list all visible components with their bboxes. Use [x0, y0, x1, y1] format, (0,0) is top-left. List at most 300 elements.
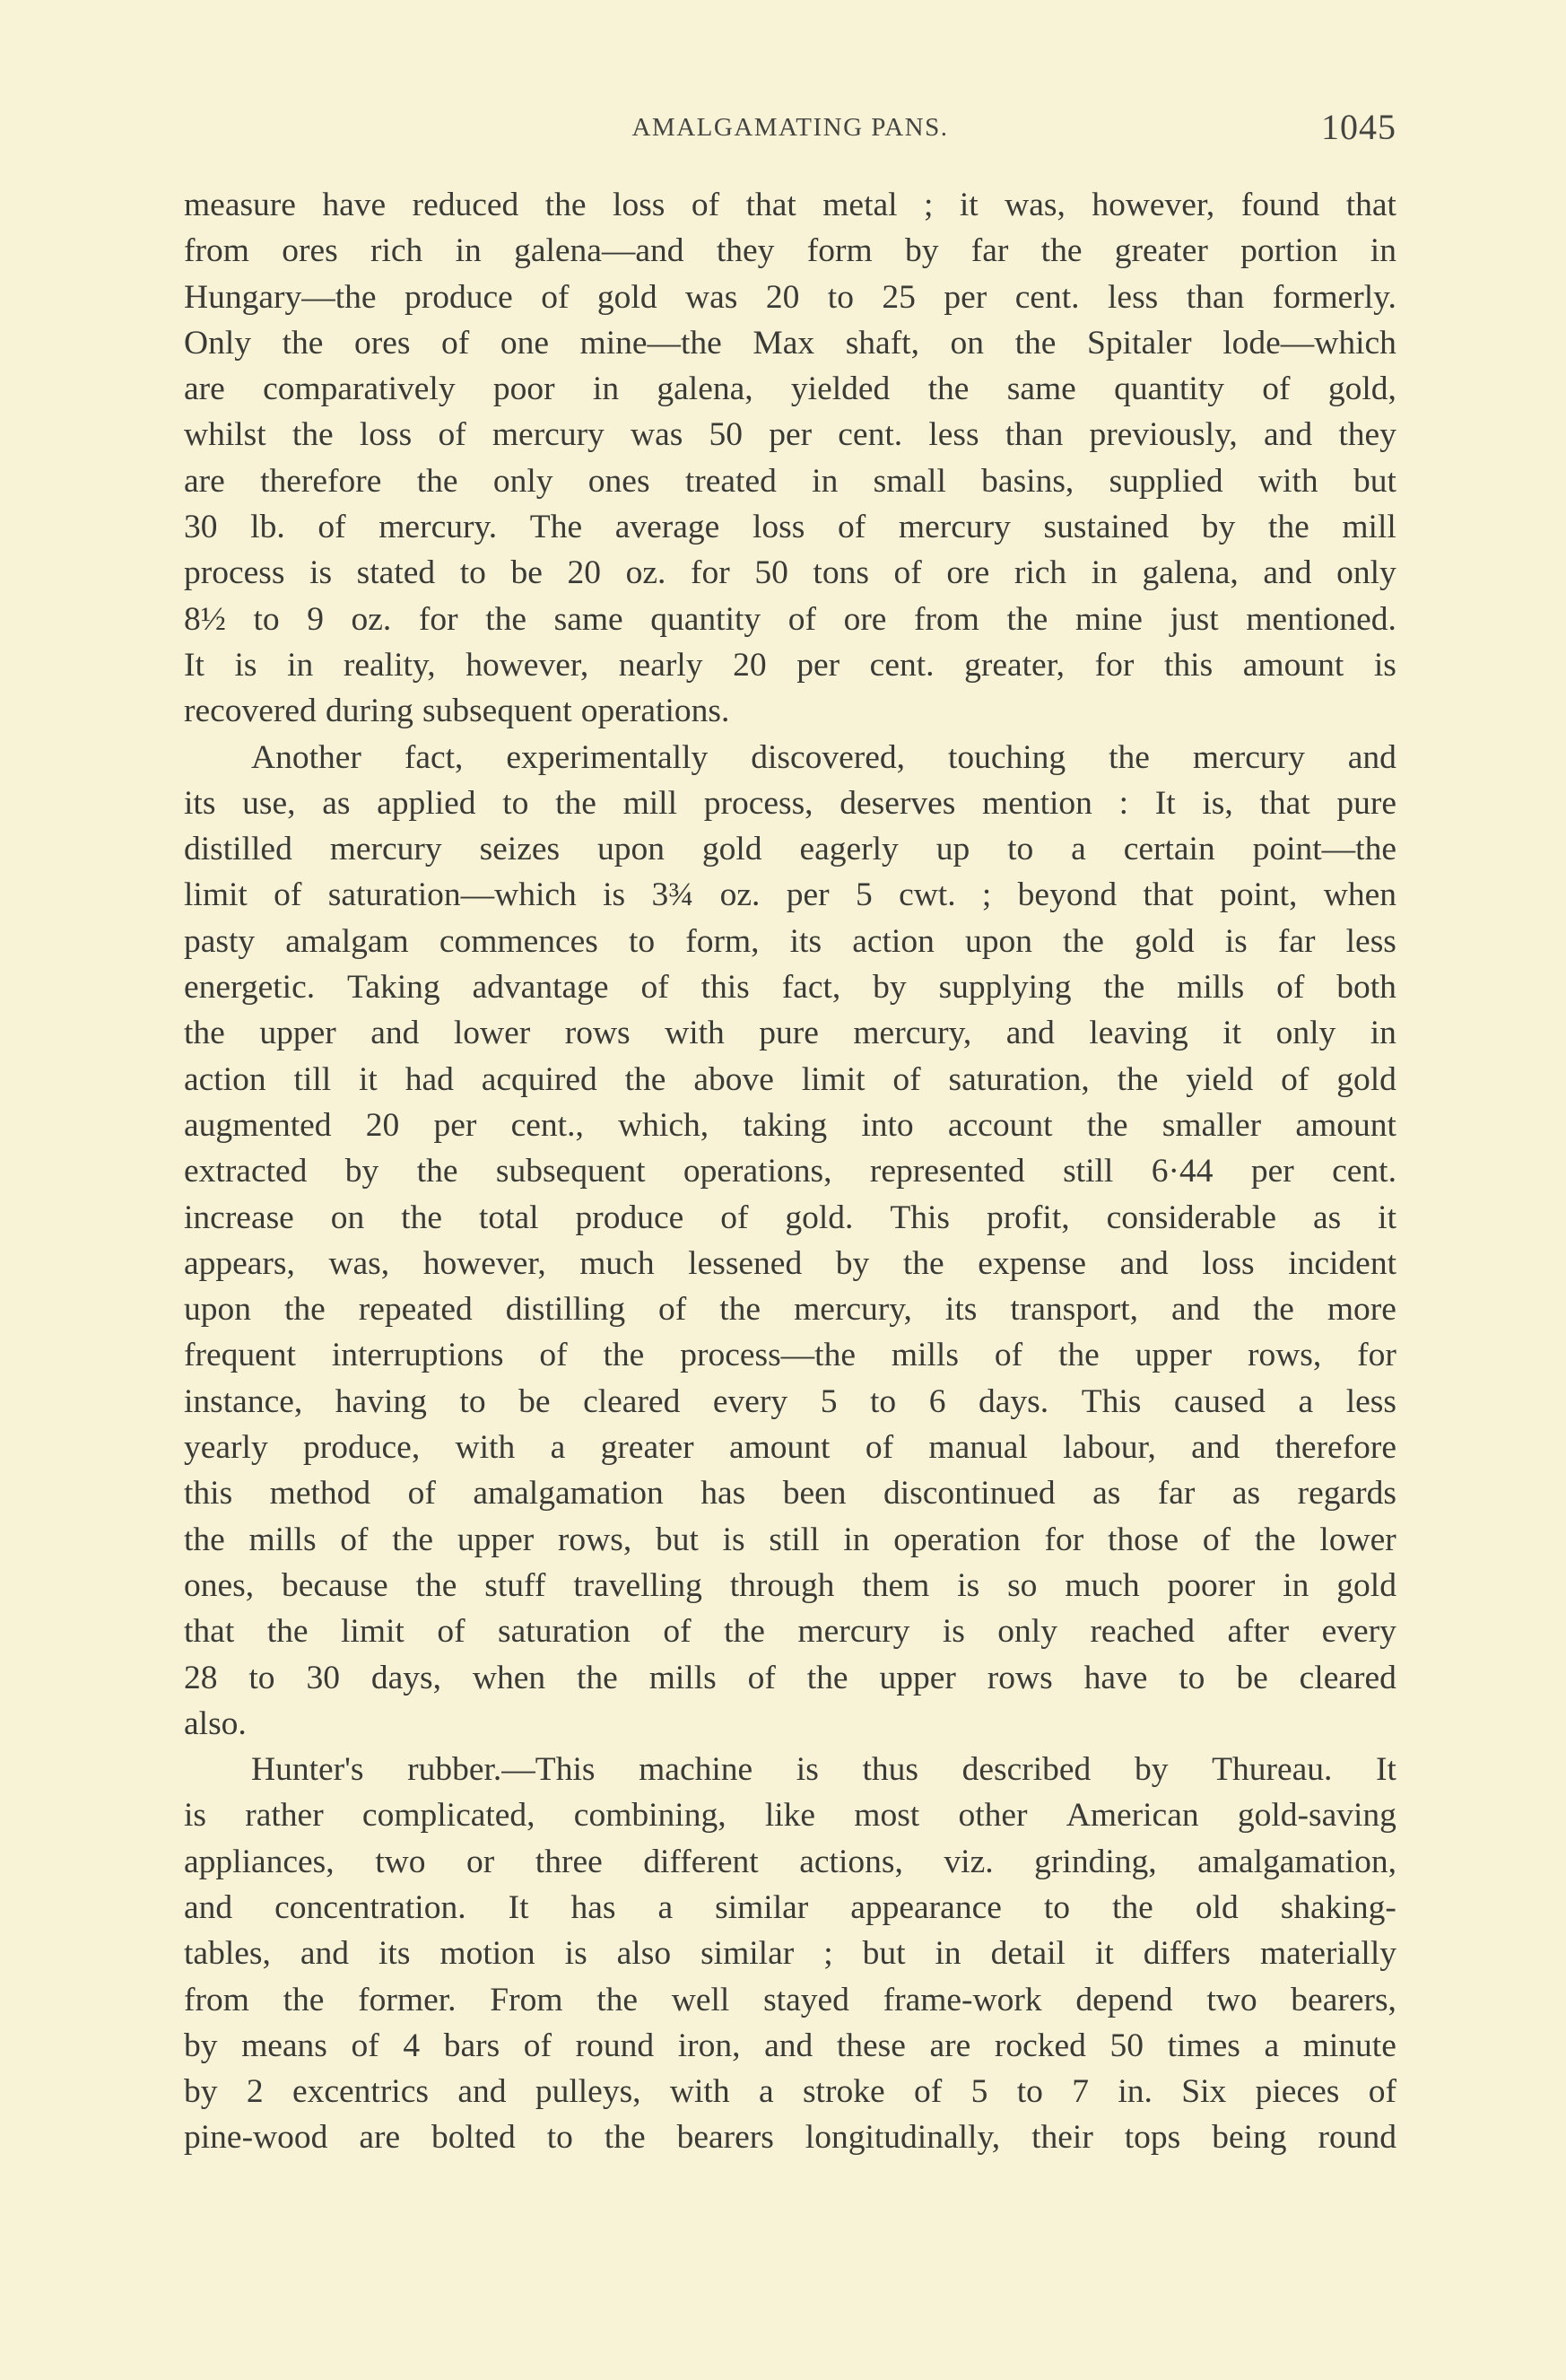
word: was	[631, 416, 683, 454]
word: of	[913, 2073, 943, 2111]
text-line	[184, 597, 1396, 642]
word: from	[184, 232, 249, 270]
word: having	[335, 1382, 427, 1420]
word: per	[433, 1106, 477, 1144]
word: yearly	[184, 1429, 268, 1467]
word: its	[944, 1291, 978, 1329]
text-line	[184, 1701, 1396, 1747]
word: mine—the	[579, 324, 722, 362]
word: on	[330, 1199, 365, 1236]
text-line	[184, 1931, 1396, 1976]
word: frame-work	[883, 1981, 1042, 2018]
word: upon	[184, 1291, 251, 1329]
word: the	[544, 187, 587, 223]
word: that	[1259, 784, 1310, 822]
word: 50	[754, 554, 788, 592]
word: fact,	[781, 969, 841, 1007]
word: galena,	[657, 371, 753, 408]
word: point,	[1219, 876, 1298, 914]
word: is	[564, 1935, 587, 1973]
text-line	[184, 1332, 1396, 1378]
word: mills	[248, 1521, 317, 1558]
word: loss	[753, 509, 805, 546]
word: metal	[822, 187, 898, 223]
word: mercury,	[853, 1015, 972, 1052]
word: same	[553, 600, 623, 638]
word: beyond	[1017, 876, 1118, 914]
word: cleared	[1299, 1659, 1396, 1696]
word: thus	[862, 1751, 918, 1789]
word: viz.	[944, 1843, 994, 1880]
word: 28	[184, 1659, 218, 1696]
word: by	[873, 969, 907, 1007]
word: of	[1276, 969, 1305, 1007]
word: the	[1014, 324, 1057, 362]
word: to	[628, 922, 656, 960]
word: in	[1091, 554, 1118, 592]
word: transport,	[1010, 1291, 1138, 1329]
word: It	[1154, 784, 1176, 822]
word: of	[274, 876, 302, 914]
word: cent.	[1014, 278, 1080, 316]
word: old	[1195, 1888, 1239, 1926]
word: differs	[1143, 1935, 1231, 1973]
word: to	[827, 278, 854, 316]
word: of	[747, 1659, 776, 1696]
word: than	[1005, 416, 1064, 454]
word: are	[184, 371, 225, 408]
word: mills	[891, 1337, 959, 1374]
word: ones	[587, 462, 650, 500]
word: regards	[1297, 1475, 1396, 1513]
word: poor	[492, 371, 555, 408]
word: fact,	[404, 738, 464, 776]
word: found	[1240, 187, 1320, 223]
word: supplying	[938, 969, 1072, 1007]
word: described	[961, 1751, 1092, 1789]
word: less	[1345, 922, 1396, 960]
word: saturation,	[948, 1060, 1090, 1098]
word: mills	[648, 1659, 717, 1696]
word: lower	[453, 1015, 531, 1052]
word: 3¾	[651, 876, 694, 914]
word: eagerly	[799, 831, 899, 868]
word: the	[576, 1659, 618, 1696]
word: of	[787, 600, 816, 638]
word: this	[184, 1475, 233, 1513]
word: of	[1281, 1060, 1309, 1098]
word: the	[415, 1566, 457, 1604]
word: increase	[184, 1199, 294, 1236]
word: is	[234, 646, 257, 684]
word: 20	[567, 554, 602, 592]
word: From	[490, 1981, 563, 2018]
word: for	[418, 600, 458, 638]
word: gold	[1134, 922, 1195, 960]
word: Only	[184, 324, 251, 362]
word: stated	[356, 554, 436, 592]
word: the	[1267, 509, 1309, 546]
word: mercury,	[794, 1291, 912, 1329]
word: they	[1338, 416, 1396, 454]
word: that	[1345, 187, 1396, 223]
word: in	[455, 232, 482, 270]
page-header	[184, 106, 1396, 151]
word: rather	[245, 1797, 324, 1835]
text-line	[184, 1379, 1396, 1425]
word: of	[407, 1475, 436, 1513]
word: mercury	[492, 416, 605, 454]
word: the	[1112, 1888, 1153, 1926]
word: them	[862, 1566, 930, 1604]
word: 2	[246, 2073, 264, 2111]
word: therefore	[1275, 1429, 1396, 1467]
word: profit,	[986, 1199, 1070, 1236]
word: measure	[184, 187, 296, 223]
word: that	[1143, 876, 1194, 914]
word: appearance	[850, 1888, 1002, 1926]
word: also.	[184, 1704, 247, 1742]
word: 7	[1072, 2073, 1089, 2111]
word: mentioned.	[1246, 600, 1396, 638]
word: basins,	[981, 462, 1074, 500]
text-line	[184, 642, 1396, 688]
word: combining,	[573, 1797, 726, 1835]
word: rows	[987, 1659, 1053, 1696]
word: in	[843, 1521, 870, 1558]
text-line	[184, 1885, 1396, 1931]
word: form	[806, 232, 873, 270]
word: the	[1253, 1291, 1294, 1329]
word: iron,	[677, 2027, 741, 2064]
word: this	[1163, 646, 1214, 684]
word: is	[957, 1566, 980, 1604]
word: galena,	[1142, 554, 1239, 592]
word: mercury.	[378, 509, 498, 546]
word: oz.	[719, 876, 761, 914]
word: Hunter's	[251, 1751, 364, 1789]
word: bearers,	[1291, 1981, 1396, 2018]
word: loss	[1202, 1244, 1255, 1282]
word: gold	[596, 278, 657, 316]
text-line	[184, 2114, 1396, 2160]
word: round	[575, 2027, 655, 2064]
word: was,	[1005, 187, 1066, 223]
word: advantage	[472, 969, 609, 1007]
word: Max	[753, 324, 815, 362]
word: that	[184, 1613, 235, 1651]
text-line	[184, 919, 1396, 964]
word: process,	[703, 784, 813, 822]
word: 6	[928, 1382, 946, 1420]
word: 30	[184, 509, 218, 546]
word: and	[184, 1888, 233, 1926]
word: amount	[1295, 1106, 1396, 1144]
text-line	[184, 1608, 1396, 1654]
word: reached	[1090, 1613, 1196, 1651]
word: of	[438, 416, 466, 454]
word: lb.	[250, 509, 285, 546]
word: subsequent	[495, 1153, 646, 1190]
word: incident	[1288, 1244, 1396, 1282]
word: it	[1094, 1935, 1114, 1973]
word: tables,	[184, 1935, 271, 1973]
word: the	[596, 1981, 639, 2018]
word: is	[603, 876, 626, 914]
word: and	[764, 2027, 813, 2064]
word: rubber.—This	[407, 1751, 596, 1789]
word: after	[1227, 1613, 1290, 1651]
body-text	[184, 182, 1396, 2161]
word: cleared	[583, 1382, 681, 1420]
word: other	[958, 1797, 1028, 1835]
word: like	[764, 1797, 816, 1835]
word: reality,	[343, 646, 436, 684]
text-line	[184, 1148, 1396, 1194]
word: of	[1368, 2073, 1396, 2111]
word: tops	[1124, 2119, 1181, 2157]
word: two	[1206, 1981, 1257, 2018]
word: the	[902, 1244, 944, 1282]
word: ones,	[184, 1566, 255, 1604]
word: the	[266, 1613, 309, 1651]
word: the	[282, 324, 324, 362]
word: represented	[869, 1153, 1025, 1190]
word: had	[405, 1060, 454, 1098]
word: they	[716, 232, 775, 270]
word: as	[1231, 1475, 1261, 1513]
word: Thureau.	[1212, 1751, 1333, 1789]
word: nearly	[618, 646, 703, 684]
word: three	[535, 1843, 603, 1880]
word: upper	[259, 1015, 336, 1052]
word: much	[579, 1244, 655, 1282]
word: upper	[879, 1659, 956, 1696]
word: ;	[823, 1935, 833, 1973]
word: lower	[1319, 1521, 1396, 1558]
word: in.	[1118, 2073, 1153, 2111]
word: quantity	[650, 600, 761, 638]
word: the	[184, 1521, 225, 1558]
word: commences	[439, 922, 598, 960]
word: the	[1117, 1060, 1159, 1098]
word: of	[663, 1613, 692, 1651]
word: their	[1031, 2119, 1093, 2157]
word: the	[1103, 969, 1145, 1007]
word: the	[283, 1291, 326, 1329]
word: from	[914, 600, 979, 638]
word: shaking-	[1280, 1888, 1396, 1926]
word: those	[1108, 1521, 1179, 1558]
word: by	[184, 2073, 218, 2111]
word: operation	[893, 1521, 1021, 1558]
word: by	[835, 1244, 870, 1282]
word: 20	[765, 278, 800, 316]
word: being	[1212, 2119, 1287, 2157]
word: is	[1224, 922, 1248, 960]
word: mercury	[1192, 738, 1305, 776]
word: subsequent	[422, 693, 572, 730]
word: than	[1186, 278, 1245, 316]
word: This	[1081, 1382, 1142, 1420]
word: is	[309, 554, 333, 592]
word: of	[865, 1429, 894, 1467]
word: mill	[622, 784, 678, 822]
word: its	[789, 922, 822, 960]
word: pure	[1336, 784, 1396, 822]
word: of	[1262, 371, 1291, 408]
word: is,	[1202, 784, 1233, 822]
word: ;	[981, 876, 992, 914]
word: the	[806, 1659, 848, 1696]
word: acquired	[481, 1060, 597, 1098]
word: touching	[947, 738, 1066, 776]
text-line	[184, 1977, 1396, 2023]
word: gold	[1336, 1566, 1396, 1604]
word: interruptions	[331, 1337, 504, 1374]
word: :	[1118, 784, 1129, 822]
text-line	[184, 1425, 1396, 1470]
word: have	[322, 187, 387, 223]
word: 9	[307, 600, 324, 638]
word: seizes	[479, 831, 561, 868]
word: much	[1065, 1566, 1140, 1604]
text-line	[184, 688, 1396, 734]
word: taking	[743, 1106, 828, 1144]
word: portion	[1240, 232, 1338, 270]
word: has	[570, 1888, 616, 1926]
word: bolted	[431, 2119, 516, 2157]
word: by	[1201, 509, 1236, 546]
word: travelling	[573, 1566, 702, 1604]
word: This	[890, 1199, 951, 1236]
word: 6·44	[1151, 1153, 1214, 1190]
word: still	[769, 1521, 820, 1558]
word: greater	[1114, 232, 1208, 270]
word: It	[184, 646, 204, 684]
word: recovered	[184, 693, 317, 730]
word: and	[457, 2073, 507, 2111]
word: only	[997, 1613, 1057, 1651]
word: therefore	[260, 462, 382, 500]
word: of	[523, 2027, 552, 2064]
text-line	[184, 1517, 1396, 1563]
word: gold,	[1327, 371, 1396, 408]
word: Spitaler	[1087, 324, 1192, 362]
word: of	[691, 187, 720, 223]
word: the	[283, 1981, 325, 2018]
word: per	[1250, 1153, 1294, 1190]
word: Six	[1181, 2073, 1227, 2111]
word: have	[1083, 1659, 1148, 1696]
text-line	[184, 1286, 1396, 1332]
word: point—the	[1252, 831, 1396, 868]
text-line	[184, 1563, 1396, 1608]
word: to	[1179, 1659, 1205, 1696]
word: amount	[1242, 646, 1344, 684]
word: for	[690, 554, 730, 592]
word: on	[950, 324, 985, 362]
word: during	[325, 693, 413, 730]
word: mine	[1074, 600, 1143, 638]
word: amalgamation,	[1197, 1843, 1396, 1880]
word: ore	[843, 600, 887, 638]
word: of	[539, 1337, 568, 1374]
word: it	[359, 1060, 378, 1098]
word: however,	[422, 1244, 546, 1282]
word: to	[1016, 2073, 1043, 2111]
word: up	[935, 831, 970, 868]
word: be	[510, 554, 543, 592]
word: two	[375, 1843, 426, 1880]
word: in	[287, 646, 314, 684]
word: of	[720, 1199, 749, 1236]
text-line	[184, 504, 1396, 550]
word: process—the	[680, 1337, 856, 1374]
word: discovered,	[751, 738, 906, 776]
word: augmented	[184, 1106, 332, 1144]
word: repeated	[358, 1291, 473, 1329]
word: well	[671, 1981, 730, 2018]
word: in	[812, 462, 839, 500]
word: mercury	[329, 831, 442, 868]
word: energetic.	[184, 969, 316, 1007]
word: stuff	[484, 1566, 546, 1604]
text-line	[184, 412, 1396, 458]
word: as	[1092, 1475, 1121, 1513]
word: and	[370, 1015, 420, 1052]
word: 8½	[184, 600, 226, 638]
word: the	[719, 1291, 761, 1329]
word: amalgamation	[473, 1475, 664, 1513]
word: loss	[613, 187, 666, 223]
word: to	[459, 1382, 486, 1420]
word: the	[392, 1521, 434, 1558]
word: action	[852, 922, 935, 960]
word: is	[942, 1613, 965, 1651]
word: far	[1277, 922, 1316, 960]
word: mills	[1177, 969, 1245, 1007]
word: previously,	[1089, 416, 1238, 454]
word: quantity	[1114, 371, 1224, 408]
word: grinding,	[1034, 1843, 1157, 1880]
word: has	[700, 1475, 746, 1513]
word: amalgam	[285, 922, 409, 960]
word: mercury	[898, 509, 1011, 546]
word: gold-saving	[1237, 1797, 1396, 1835]
word: to	[248, 1659, 275, 1696]
word: of	[893, 554, 922, 592]
page-number: 1045	[1321, 107, 1396, 147]
word: American	[1066, 1797, 1199, 1835]
word: is	[1373, 646, 1396, 684]
word: manual	[928, 1429, 1028, 1467]
word: similar	[700, 1935, 795, 1973]
word: the	[416, 462, 458, 500]
word: greater,	[964, 646, 1066, 684]
text-line	[184, 872, 1396, 918]
word: limit	[184, 876, 248, 914]
word: actions,	[799, 1843, 903, 1880]
word: through	[729, 1566, 835, 1604]
word: rows,	[557, 1521, 632, 1558]
word: far	[970, 232, 1009, 270]
text-line	[184, 1655, 1396, 1701]
word: lessened	[688, 1244, 803, 1282]
word: to	[459, 554, 486, 592]
word: 20	[365, 1106, 400, 1144]
word: both	[1336, 969, 1396, 1007]
